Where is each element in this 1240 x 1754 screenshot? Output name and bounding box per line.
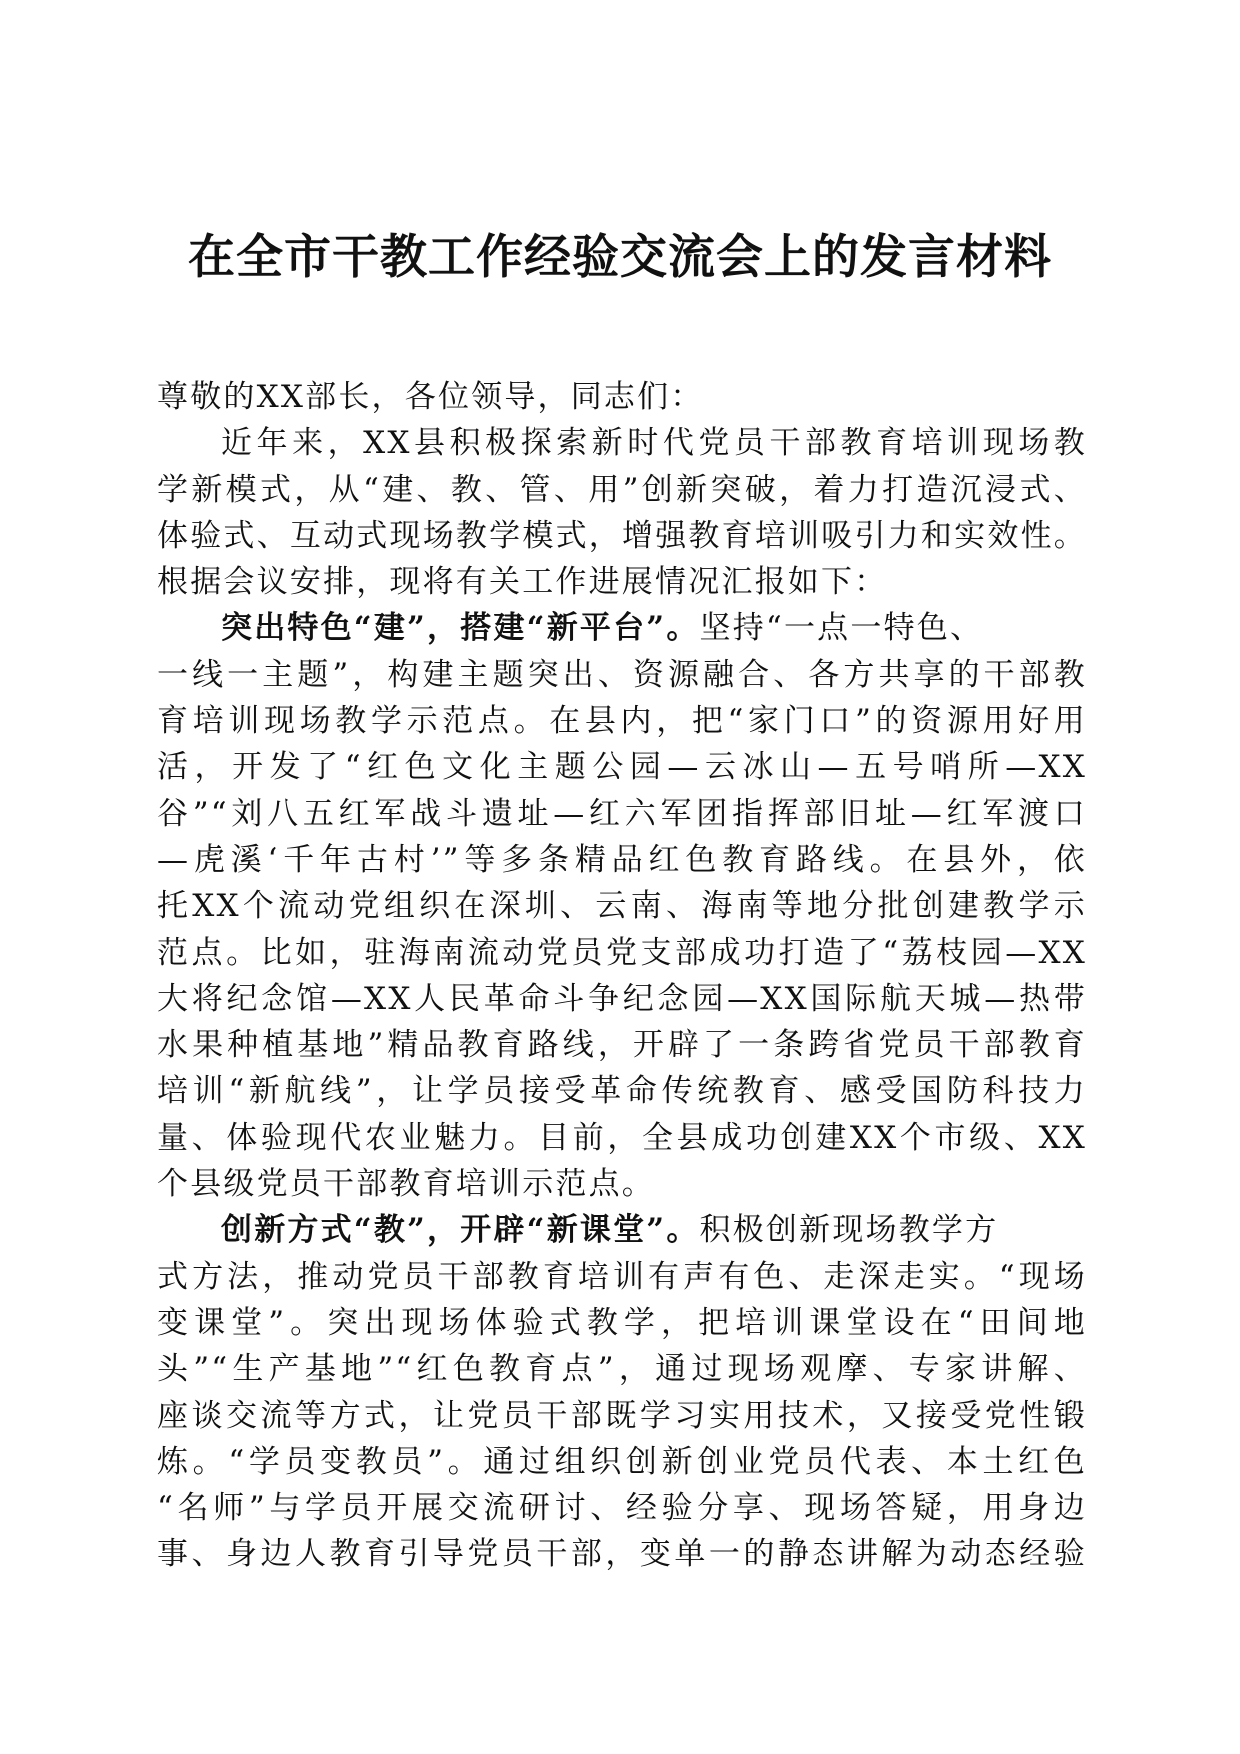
paragraph-3-heading: 创新方式“教”，开辟“新课堂”。 bbox=[221, 1212, 700, 1249]
document-title: 在全市干教工作经验交流会上的发言材料 bbox=[188, 230, 1052, 285]
paragraph-1-line-1: 近年来，XX县积极探索新时代党员干部教育培训现场教 bbox=[221, 425, 1087, 462]
paragraph-2-line: 个县级党员干部教育培训示范点。 bbox=[157, 1166, 655, 1203]
paragraph-2-line: 育培训现场教学示范点。在县内，把“家门口”的资源用好用 bbox=[157, 703, 1087, 740]
paragraph-3-line: 炼。“学员变教员”。通过组织创新创业党员代表、本土红色 bbox=[157, 1443, 1087, 1480]
paragraph-2-first-line-rest: 坚持“一点一特色、 bbox=[699, 610, 984, 647]
paragraph-3-line: 事、身边人教育引导党员干部，变单一的静态讲解为动态经验 bbox=[157, 1536, 1087, 1573]
paragraph-3-line: 式方法，推动党员干部教育培训有声有色、走深走实。“现场 bbox=[157, 1258, 1087, 1295]
paragraph-2-line: 量、体验现代农业魅力。目前，全县成功创建XX个市级、XX bbox=[157, 1119, 1087, 1156]
paragraph-3-line-1 bbox=[157, 1207, 1087, 1253]
paragraph-2-line: 一线一主题”，构建主题突出、资源融合、各方共享的干部教 bbox=[157, 656, 1087, 693]
paragraph-3-line: 座谈交流等方式，让党员干部既学习实用技术，又接受党性锻 bbox=[157, 1397, 1087, 1434]
paragraph-2-line: 水果种植基地”精品教育路线，开辟了一条跨省党员干部教育 bbox=[157, 1027, 1087, 1064]
paragraph-1-line-4: 根据会议安排，现将有关工作进展情况汇报如下： bbox=[157, 564, 888, 601]
paragraph-2-line: —虎溪‘千年古村’”等多条精品红色教育路线。在县外，依 bbox=[157, 841, 1087, 878]
paragraph-3-line: 变课堂”。突出现场体验式教学，把培训课堂设在“田间地 bbox=[157, 1304, 1087, 1341]
paragraph-1-line-2: 学新模式，从“建、教、管、用”创新突破，着力打造沉浸式、 bbox=[157, 471, 1087, 508]
paragraph-3-line: 头”“生产基地”“红色教育点”，通过现场观摩、专家讲解、 bbox=[157, 1351, 1087, 1388]
paragraph-2-line: 谷”“刘八五红军战斗遗址—红六军团指挥部旧址—红军渡口 bbox=[157, 795, 1087, 832]
paragraph-2-line: 大将纪念馆—XX人民革命斗争纪念园—XX国际航天城—热带 bbox=[157, 980, 1087, 1017]
paragraph-3-first-line-rest: 积极创新现场教学方 bbox=[699, 1212, 999, 1249]
paragraph-2-line: 活，开发了“红色文化主题公园—云冰山—五号哨所—XX bbox=[157, 749, 1087, 786]
paragraph-2-line: 培训“新航线”，让学员接受革命传统教育、感受国防科技力 bbox=[157, 1073, 1087, 1110]
paragraph-2-heading: 突出特色“建”，搭建“新平台”。 bbox=[221, 610, 700, 647]
document-body bbox=[157, 374, 1087, 1578]
paragraph-1-line-3: 体验式、互动式现场教学模式，增强教育培训吸引力和实效性。 bbox=[157, 517, 1087, 554]
salutation: 尊敬的XX部长，各位领导，同志们： bbox=[157, 379, 704, 415]
paragraph-2-line: 托XX个流动党组织在深圳、云南、海南等地分批创建教学示 bbox=[157, 888, 1087, 925]
paragraph-3-line: “名师”与学员开展交流研讨、经验分享、现场答疑，用身边 bbox=[157, 1490, 1087, 1527]
paragraph-2-line-1 bbox=[157, 605, 1087, 651]
paragraph-2-line: 范点。比如，驻海南流动党员党支部成功打造了“荔枝园—XX bbox=[157, 934, 1087, 971]
